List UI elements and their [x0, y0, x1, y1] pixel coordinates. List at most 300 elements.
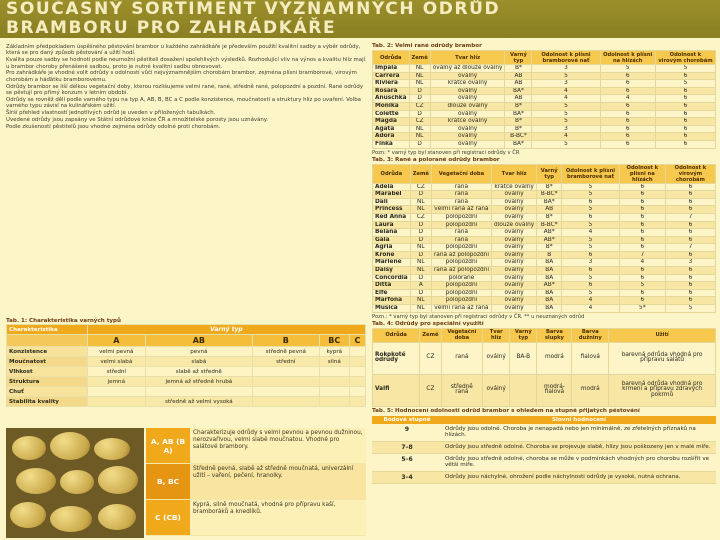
table-cell: polopozdní	[431, 221, 491, 229]
table-cell: krátce oválný	[430, 80, 505, 88]
table-cell: 6	[600, 125, 655, 133]
table-cell: krátce oválný	[430, 118, 505, 126]
table1-cell: střední	[87, 367, 145, 377]
table-cell: polopozdní	[431, 259, 491, 267]
table-cell: BA	[537, 259, 562, 267]
table1-class-a: A	[87, 335, 145, 347]
table-cell: 4	[619, 259, 665, 267]
variety-name: Elfe	[373, 289, 411, 297]
table2	[372, 50, 716, 149]
table3-header: Odolnost k virovým chorobám	[665, 164, 715, 183]
table-cell: 5	[562, 221, 620, 229]
table5-text: Odrůdy jsou středně odolné. Choroba se projevuje slabě, hlízy jsou poškozeny jen v malé míře.	[442, 442, 716, 453]
table-cell: CZ	[410, 213, 431, 221]
table-cell: polopozdní	[431, 289, 491, 297]
table-cell: B*	[537, 244, 562, 252]
table-cell: 5	[562, 191, 620, 199]
table3-header: Odolnost k plísni bramborové nať	[562, 164, 620, 183]
table-cell: barevná odrůda vhodná pro krmení a přípravu zdravých pokrmů	[609, 374, 716, 406]
table-cell: B*	[505, 102, 532, 110]
table1-cell	[349, 347, 365, 357]
variety-name: Adora	[373, 133, 410, 141]
table2-header: Odolnost k plísni na hlízách	[600, 51, 655, 65]
table-row	[373, 305, 716, 313]
table1-cell	[252, 377, 319, 387]
table1-cell	[349, 397, 365, 407]
table1-cell: silná	[319, 357, 349, 367]
table1-cell	[319, 367, 349, 377]
body-paragraph: Kvalita pouze sadby se hodnotí podle neumožní pěstiteli dosažení spolehlivých výsledků. Rozhodující vliv na výnos a kvalitu hlíz mají u brambor choroby přenášené sadbou, proto je nutné kvalitní sadbu obnovovat.	[6, 57, 366, 70]
table-cell: 6	[619, 213, 665, 221]
table-cell: oválný	[491, 282, 536, 290]
varny-typ-table	[6, 324, 366, 407]
table-cell: 5	[532, 140, 600, 148]
body-paragraph: Základním předpokladem úspěšného pěstování brambor u každého zahrádkáře je především použití kvalitní sadby a výběr odrůdy, která se pro daný způsob pěstování a užití hodí.	[6, 44, 361, 57]
table-cell: 7	[619, 251, 665, 259]
body-paragraph: Odrůdy brambor se liší délkou vegetační doby, kterou rozlišujeme velmi rané, rané, středně rané, polopozdní a pozdní. Rané odrůdy se pěstují pro přímý konzum v letním období.	[6, 83, 364, 96]
table-cell: oválný	[430, 133, 505, 141]
table-cell: raná	[431, 236, 491, 244]
table2-header: Varný typ	[505, 51, 532, 65]
table1-cell: středně až velmi vysoká	[145, 397, 252, 407]
title-line-1: SOUČASNÝ SORTIMENT VÝZNAMNÝCH ODRŮD	[6, 0, 501, 19]
variety-name: Agata	[373, 125, 410, 133]
table-cell: modrá	[537, 342, 572, 374]
variety-name: Belana	[373, 229, 411, 237]
table-cell: D	[410, 221, 431, 229]
table-cell: BA*	[505, 110, 532, 118]
table1-row	[7, 377, 366, 387]
table-cell: 6	[665, 229, 715, 237]
table-cell: BA	[537, 305, 562, 313]
table-cell: oválný	[430, 125, 505, 133]
table-cell: NL	[409, 80, 430, 88]
table-row	[373, 125, 716, 133]
table1-cell	[252, 387, 319, 397]
table-cell: 5	[562, 183, 620, 191]
table-row	[373, 80, 716, 88]
table-cell: oválný	[491, 251, 536, 259]
table-cell: NL	[410, 198, 431, 206]
table-cell: oválný	[491, 259, 536, 267]
table-cell: NL	[409, 125, 430, 133]
table-cell: oválný	[491, 206, 536, 214]
table-cell: raná	[431, 183, 491, 191]
table-cell: D	[410, 274, 431, 282]
table1-cell: slabě až středně	[145, 367, 252, 377]
table-cell: BA*	[537, 198, 562, 206]
table1-cell	[87, 397, 145, 407]
table-cell: NL	[409, 72, 430, 80]
table-cell: 3	[532, 65, 600, 73]
table-cell: 4	[532, 87, 600, 95]
body-paragraph: Pro zahrádkáře je vhodné volit odrůdy s odolností vůči nejvýznamnějším chorobám brambor, zejména plísni bramborové, virovým chorobám a háďátku bramborovému.	[6, 70, 357, 83]
table-cell: AB	[505, 95, 532, 103]
variety-name: Carrera	[373, 72, 410, 80]
table-cell: 6	[562, 213, 620, 221]
table3-caption: Tab. 3: Rané a polorané odrůdy brambor	[372, 156, 500, 163]
table-cell: 6	[619, 221, 665, 229]
table-cell: 6	[655, 72, 715, 80]
table-cell: 5	[532, 110, 600, 118]
table-cell: BA	[537, 297, 562, 305]
table1-row	[7, 397, 366, 407]
table-cell: AB	[505, 72, 532, 80]
body-paragraph: Odrůdy se rovněž dělí podle varného typu na typ A, AB, B, BC a C podle konzistence, moučnatosti a struktury hlíz po uvaření. Volba varného typu závisí na kulinářském užití.	[6, 96, 361, 110]
table-cell: 6	[619, 191, 665, 199]
table-cell: 6	[655, 102, 715, 110]
table-cell: 5	[562, 236, 620, 244]
table5-score: 5–6	[372, 454, 442, 471]
table-cell: oválný	[491, 236, 536, 244]
table-cell: AB*	[537, 236, 562, 244]
table-cell: D	[410, 229, 431, 237]
table5-score: 7–8	[372, 442, 442, 453]
table-cell: NL	[410, 244, 431, 252]
table-cell: BA	[537, 274, 562, 282]
table5-text: Odrůdy jsou náchylné, ohrožení podle náchylnosti odrůdy je vysoké, nutná ochrana.	[442, 472, 716, 483]
variety-name: Magda	[373, 118, 410, 126]
table-cell: oválný	[430, 95, 505, 103]
table5-row	[372, 454, 716, 472]
table-cell: B-BC*	[505, 133, 532, 141]
class-row	[146, 500, 366, 536]
table-cell: 6	[562, 267, 620, 275]
table1-class-c: C	[349, 335, 365, 347]
table2-header: Odolnost k plísni bramborové nať	[532, 51, 600, 65]
table5-row	[372, 472, 716, 484]
table-row	[373, 282, 716, 290]
table-cell: 6	[655, 125, 715, 133]
table-cell: raná až polopozdní	[431, 267, 491, 275]
table-cell	[510, 374, 537, 406]
table-cell: 6	[619, 206, 665, 214]
table-cell: 6	[600, 87, 655, 95]
table-cell: polopozdní	[431, 244, 491, 252]
table3	[372, 164, 716, 313]
variety-name: Monika	[373, 102, 410, 110]
table-cell: NL	[410, 259, 431, 267]
table-cell: 6	[600, 102, 655, 110]
table4-header: Varný typ	[510, 328, 537, 342]
table-cell: oválný	[430, 72, 505, 80]
table1-varny-typ: Varný typ	[87, 325, 365, 335]
table1-row-label: Struktura	[7, 377, 88, 387]
potato-photo	[6, 428, 144, 538]
table-cell: 6	[655, 118, 715, 126]
table-cell: BA	[537, 289, 562, 297]
variety-name: Daisy	[373, 267, 411, 275]
variety-name: Finka	[373, 140, 410, 148]
table-cell: oválný	[491, 274, 536, 282]
table-cell: BA*	[505, 140, 532, 148]
table-cell: oválný	[430, 87, 505, 95]
table-row	[373, 102, 716, 110]
table1-cell: kyprá	[319, 347, 349, 357]
table-cell: 6	[655, 110, 715, 118]
class-code: C (CB)	[146, 500, 190, 535]
table-cell: 7	[665, 244, 715, 252]
table1-class-blank	[7, 335, 88, 347]
table-row	[373, 65, 716, 73]
table-cell: dlouze oválný	[491, 221, 536, 229]
table-cell: oválný až dlouze oválný	[430, 65, 505, 73]
variety-name: Princess	[373, 206, 411, 214]
class-row	[146, 428, 366, 464]
table-row	[373, 95, 716, 103]
table-cell: modrá-fialová	[537, 374, 572, 406]
table4-header: Odrůda	[373, 328, 420, 342]
table-cell: 6	[600, 118, 655, 126]
table-row	[373, 87, 716, 95]
table5-row	[372, 424, 716, 442]
table-cell: BA	[537, 267, 562, 275]
table-cell: 6	[562, 198, 620, 206]
table4-header: Barva slupky	[537, 328, 572, 342]
table-cell: 6	[619, 297, 665, 305]
table-cell: velmi raná až raná	[431, 206, 491, 214]
table-row	[373, 236, 716, 244]
table4-header: Barva dužniny	[572, 328, 609, 342]
table-cell: 7	[665, 213, 715, 221]
table1-cell: středně pevná	[252, 347, 319, 357]
table1-cell	[319, 377, 349, 387]
table-cell: středně raná	[441, 374, 483, 406]
table1-cell	[252, 367, 319, 377]
variety-name: Agria	[373, 244, 411, 252]
table-cell: oválný	[430, 110, 505, 118]
table-cell: 5	[532, 72, 600, 80]
table-row	[373, 191, 716, 199]
table1-row-label: Moučnatost	[7, 357, 88, 367]
table1-cell: velmi pevná	[87, 347, 145, 357]
table-cell: AB*	[537, 282, 562, 290]
table-cell: 4	[600, 95, 655, 103]
table-cell: AB	[505, 80, 532, 88]
table-cell: BA*	[505, 87, 532, 95]
table-cell: D	[409, 87, 430, 95]
table-cell: fialová	[572, 342, 609, 374]
table2-header: Země	[409, 51, 430, 65]
table5-header-text: Slovní hodnocení	[552, 416, 606, 423]
table5-caption: Tab. 5: Hodnocení odolnosti odrůd brambor s ohledem na stupně přijatých pěstování	[372, 407, 640, 414]
table-cell: 6	[665, 282, 715, 290]
table-cell: BA-B	[510, 342, 537, 374]
variety-name: Anuschka	[373, 95, 410, 103]
table1-class-bc: BC	[319, 335, 349, 347]
table1-caption: Tab. 1: Charakteristika varných typů	[6, 318, 122, 324]
table-cell: 6	[665, 198, 715, 206]
table-cell: oválný	[491, 297, 536, 305]
table-cell: 6	[665, 206, 715, 214]
table-cell: 6	[665, 267, 715, 275]
table-cell: 6	[665, 236, 715, 244]
table-row	[373, 198, 716, 206]
table-cell: CZ	[409, 118, 430, 126]
table-cell: D	[409, 95, 430, 103]
table5-text: Odrůdy jsou středně odolné, choroba se může v podmínkách vhodných pro chorobu rozšířit ve větší míře.	[442, 454, 716, 471]
table4-caption: Tab. 4: Odrůdy pro speciální využití	[372, 320, 484, 327]
table-cell: 6	[600, 140, 655, 148]
table1-cell	[349, 387, 365, 397]
table3-header: Vegetační doba	[431, 164, 491, 183]
table-cell: B*	[505, 125, 532, 133]
table-cell: krátce oválný	[491, 183, 536, 191]
table2-caption: Tab. 2: Velmi rané odrůdy brambor	[372, 43, 482, 49]
table-cell: oválný	[430, 140, 505, 148]
table-cell: oválný	[491, 289, 536, 297]
table-cell: AB*	[537, 229, 562, 237]
table1-cell: pevná	[145, 347, 252, 357]
table-cell: 5*	[619, 305, 665, 313]
table-cell: 4	[562, 229, 620, 237]
table-cell: raná	[431, 229, 491, 237]
table-cell: oválný	[491, 305, 536, 313]
class-row	[146, 464, 366, 500]
table-cell: NL	[409, 133, 430, 141]
table-cell: polorané	[431, 274, 491, 282]
table-cell: 6	[619, 198, 665, 206]
table1-cell	[87, 387, 145, 397]
table4-header: Vegetační doba	[441, 328, 483, 342]
class-code: A, AB (B A)	[146, 428, 190, 463]
table-cell: 4	[562, 297, 620, 305]
table-cell: 4	[532, 133, 600, 141]
table-cell: 3	[562, 259, 620, 267]
table-row	[373, 133, 716, 141]
table-cell: oválný	[483, 374, 510, 406]
table-cell: 5	[562, 206, 620, 214]
table1-cell	[319, 387, 349, 397]
table-row	[373, 140, 716, 148]
variety-name: Marabel	[373, 191, 411, 199]
table1-row	[7, 387, 366, 397]
table-cell: 6	[665, 297, 715, 305]
table-row	[373, 297, 716, 305]
table-row	[373, 251, 716, 259]
table-cell: raná až polopozdní	[431, 251, 491, 259]
table1-class-b: B	[252, 335, 319, 347]
table-row	[373, 118, 716, 126]
table-cell: polopozdní	[431, 297, 491, 305]
variety-name: Musica	[373, 305, 411, 313]
table-cell: polopozdní	[431, 282, 491, 290]
table-row	[373, 183, 716, 191]
table-cell: 5	[532, 118, 600, 126]
table-cell: 5	[562, 289, 620, 297]
variety-name: Ditta	[373, 282, 411, 290]
table2-header: Odolnost k virovým chorobám	[655, 51, 715, 65]
variety-name: Red Anna	[373, 213, 411, 221]
body-text	[6, 44, 368, 130]
table1-cell	[252, 397, 319, 407]
table-cell: 5	[562, 274, 620, 282]
table-cell: B*	[537, 183, 562, 191]
table-cell: NL	[409, 65, 430, 73]
table-cell: 6	[619, 229, 665, 237]
table2-note: Pozn: * varný typ byl stanoven při registraci odrůdy v ČR	[372, 149, 520, 156]
variety-name: Riviera	[373, 80, 410, 88]
variety-name: Rokokoté odrůdy	[373, 342, 420, 374]
table5-row	[372, 442, 716, 454]
table4-header: Země	[420, 328, 441, 342]
table-cell: CZ	[409, 102, 430, 110]
table-cell: 6	[655, 95, 715, 103]
table1-cell: střední	[252, 357, 319, 367]
body-paragraph: Podle zkušeností pěstitelů jsou vhodné zejména odrůdy odolné proti chorobám.	[6, 123, 221, 130]
table-cell: 6	[665, 251, 715, 259]
table-cell: 6	[665, 289, 715, 297]
variety-name: Krone	[373, 251, 411, 259]
table-cell: 6	[600, 72, 655, 80]
table3-header: Odrůda	[373, 164, 411, 183]
table4-header: Tvar hlíz	[483, 328, 510, 342]
variety-name: Marlene	[373, 259, 411, 267]
table2-header: Tvar hlíz	[430, 51, 505, 65]
table-cell: D	[409, 140, 430, 148]
table-row	[373, 342, 716, 374]
table-cell: CZ	[420, 342, 441, 374]
variety-name: Valfi	[373, 374, 420, 406]
table-cell: oválný	[491, 198, 536, 206]
table-cell: D	[410, 251, 431, 259]
table4	[372, 328, 716, 407]
table-cell: D	[410, 289, 431, 297]
table-cell: 4	[562, 305, 620, 313]
table-cell: 6	[619, 289, 665, 297]
table3-header: Tvar hlíz	[491, 164, 536, 183]
table-cell: 3	[532, 125, 600, 133]
table1-label: Charakteristika	[7, 325, 88, 335]
table-cell: 6	[619, 274, 665, 282]
table-cell: NL	[410, 267, 431, 275]
table-row	[373, 72, 716, 80]
table2-header: Odrůda	[373, 51, 410, 65]
body-paragraph: Širší přehled vlastností jednotlivých odrůd je uveden v přiložených tabulkách.	[6, 109, 216, 116]
table-cell: 6	[619, 183, 665, 191]
page-title	[0, 0, 720, 38]
table1-cell: jemná až středně hrubá	[145, 377, 252, 387]
table1-cell	[145, 387, 252, 397]
table-cell: 6	[619, 236, 665, 244]
title-line-2: BRAMBORU PRO ZAHRÁDKÁŘE	[6, 18, 337, 38]
table-row	[373, 289, 716, 297]
table-row	[373, 244, 716, 252]
table1-row-label: Konzistence	[7, 347, 88, 357]
table1-cell: jemná	[87, 377, 145, 387]
table-cell: oválný	[491, 229, 536, 237]
table-row	[373, 221, 716, 229]
table-row	[373, 374, 716, 406]
table-cell: 6	[562, 251, 620, 259]
table-cell: 6	[665, 191, 715, 199]
table1-row-label: Vlhkost	[7, 367, 88, 377]
table-cell: NL	[410, 206, 431, 214]
table1-row	[7, 367, 366, 377]
table3-header: Varný typ	[537, 164, 562, 183]
table-cell: barevná odrůda vhodná pro přípravu salátů	[609, 342, 716, 374]
table-row	[373, 229, 716, 237]
variety-name: Colette	[373, 110, 410, 118]
table-cell: B-BC*	[537, 221, 562, 229]
table-row	[373, 206, 716, 214]
table-cell: B*	[537, 213, 562, 221]
variety-name: Marfona	[373, 297, 411, 305]
table-row	[373, 267, 716, 275]
table-cell: 6	[600, 133, 655, 141]
table-cell: 6	[619, 244, 665, 252]
table-row	[373, 110, 716, 118]
